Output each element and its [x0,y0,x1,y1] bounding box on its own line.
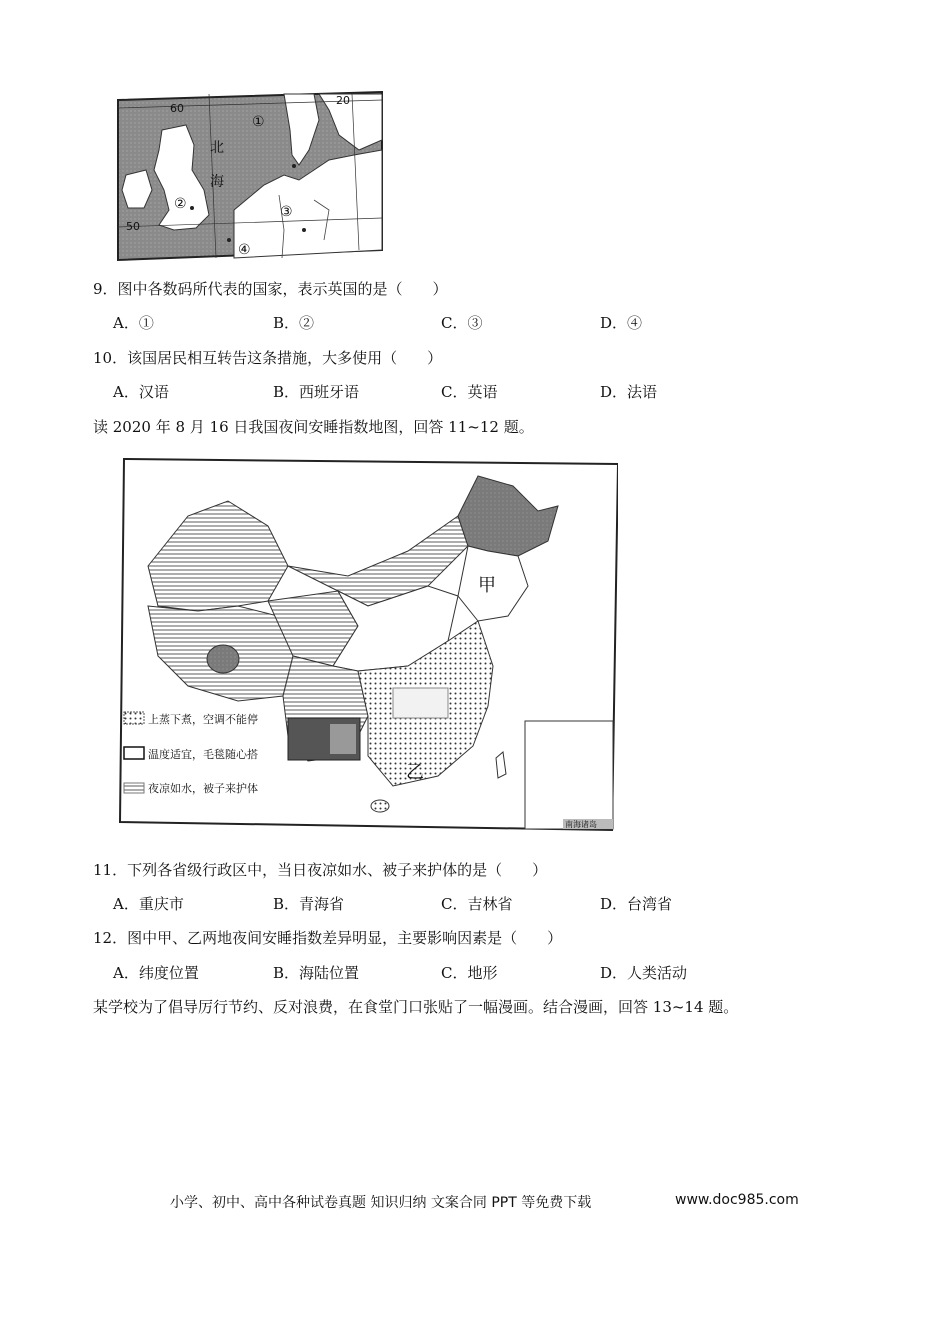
lon-20-label: 20 [336,94,350,107]
legend-mild-label: 温度适宜，毛毯随心搭 [148,748,258,761]
q10-option-d[interactable]: D．法语 [600,383,658,401]
q9-option-a[interactable]: A．① [113,314,154,332]
q9-option-c[interactable]: C．③ [441,314,483,332]
intro-11-12: 读 2020 年 8 月 16 日我国夜间安睡指数地图，回答 11~12 题。 [93,418,534,436]
legend-cool-label: 夜凉如水，被子来护体 [148,782,258,795]
legend-cool-swatch [124,783,144,793]
lat-60-label: 60 [170,102,184,115]
q9-option-b[interactable]: B．② [273,314,315,332]
footer-url[interactable]: www.doc985.com [675,1192,799,1208]
q10-option-a[interactable]: A．汉语 [113,383,169,401]
q11-option-d[interactable]: D．台湾省 [600,895,673,913]
region-yi-label: 乙 [406,762,424,783]
question-12-stem: 12．图中甲、乙两地夜间安睡指数差异明显，主要影响因素是（ ） [93,929,563,947]
q11-option-c[interactable]: C．吉林省 [441,895,513,913]
q12-option-a[interactable]: A．纬度位置 [113,964,199,982]
country-number-1: ① [252,114,265,130]
legend-hot-label: 上蒸下煮，空调不能停 [148,713,258,726]
q12-option-c[interactable]: C．地形 [441,964,498,982]
country-number-2: ② [174,196,187,212]
inset-label: 南海诸岛 [565,820,597,829]
q10-option-b[interactable]: B．西班牙语 [273,383,360,401]
north-sea-label-2: 海 [210,174,224,190]
footer-text: 小学、初中、高中各种试卷真题 知识归纳 文案合同 PPT 等免费下载 [170,1195,592,1211]
north-sea-label-1: 北 [210,140,224,156]
north-sea-map [114,90,386,262]
lat-50-label: 50 [126,220,140,233]
country-number-3: ③ [280,204,293,220]
q9-option-d[interactable]: D．④ [600,314,643,332]
china-sleep-index-map [118,456,618,836]
question-9-stem: 9．图中各数码所代表的国家，表示英国的是（ ） [93,280,448,298]
question-10-stem: 10．该国居民相互转告这条措施，大多使用（ ） [93,349,443,367]
q11-option-b[interactable]: B．青海省 [273,895,345,913]
legend-mild-swatch [124,747,144,759]
question-11-stem: 11．下列各省级行政区中，当日夜凉如水、被子来护体的是（ ） [93,861,548,879]
region-jia-label: 甲 [478,575,496,596]
legend-hot-swatch [124,712,144,724]
q10-option-c[interactable]: C．英语 [441,383,498,401]
q11-option-a[interactable]: A．重庆市 [113,895,184,913]
q12-option-b[interactable]: B．海陆位置 [273,964,360,982]
q12-option-d[interactable]: D．人类活动 [600,964,688,982]
country-number-4: ④ [238,242,251,258]
intro-13-14: 某学校为了倡导厉行节约、反对浪费，在食堂门口张贴了一幅漫画。结合漫画，回答 13~14 题。 [93,998,739,1016]
